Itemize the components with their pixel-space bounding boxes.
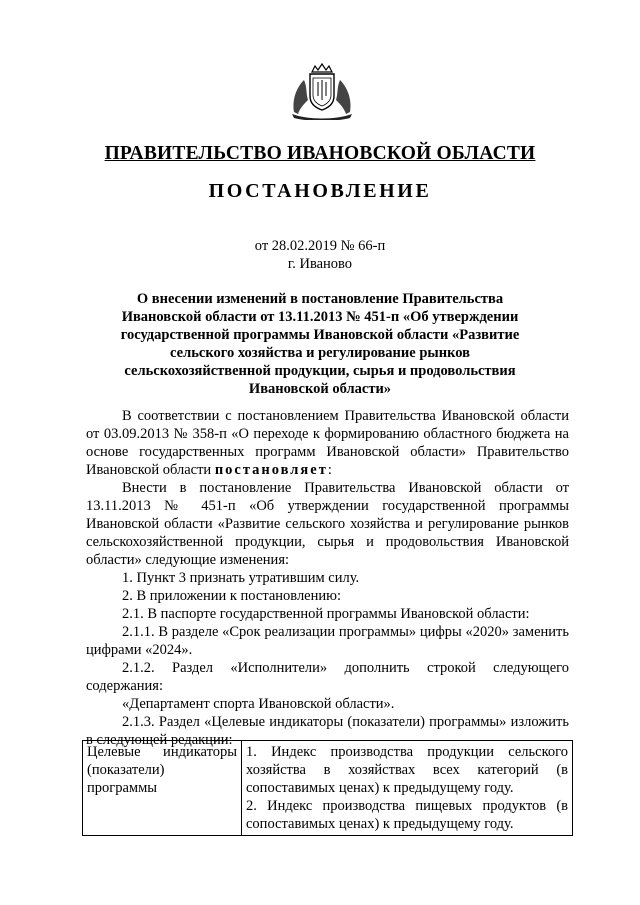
paragraph-item-1: 1. Пункт 3 признать утратившим силу. [122,570,360,586]
resolution-word: постановляет [214,462,328,478]
paragraph-item-2: 2. В приложении к постановлению: [122,588,342,604]
paragraph-item-2-1-2: 2.1.2. Раздел «Исполнители» дополнить строкой следующего содержания: [86,660,569,694]
document-type: ПОСТАНОВЛЕНИЕ [208,180,432,202]
date-block [0,237,640,273]
coat-of-arms-icon [288,62,356,120]
table-label: Целевые индикаторы (показатели) программы [87,744,237,796]
paragraph-item-2-1-1: 2.1.1. В разделе «Срок реализации программы» цифры «2020» заменить цифрами «2024». [86,624,569,658]
date-number: от 28.02.2019 № 66-п [254,238,386,254]
paragraph-item-2-1-3: 2.1.3. Раздел «Целевые индикаторы (показатели) программы» изложить в следующей редакции: [86,714,569,748]
table-label-cell [83,741,242,836]
city: г. Иваново [287,256,353,272]
paragraph-preamble [86,407,569,479]
table-content-cell [242,741,573,836]
preamble-text: В соответствии с постановлением Правительства Ивановской области от 03.09.2013 № 358-п «О переходе к формированию областного бюджета на основе государственных программ Ивановской области» Правительство Ивановской области [86,408,569,478]
document-body [86,407,569,749]
document-subject: О внесении изменений в постановление Правительства Ивановской области от 13.11.2013 № 451-п «Об утверждении государственной программы Ивановской области «Развитие сельского хозяйства и регулирование рынков сельскохозяйственной продукции, сырья и продовольствия Ивановской области» [120,291,520,397]
indicators-table [82,740,573,836]
paragraph-quote: «Департамент спорта Ивановской области». [122,696,395,712]
organization-name: ПРАВИТЕЛЬСТВО ИВАНОВСКОЙ ОБЛАСТИ [104,143,536,164]
preamble-end: : [327,462,332,478]
paragraph-amend: Внести в постановление Правительства Ивановской области от 13.11.2013 № 451-п «Об утверждении государственной программы Ивановской области «Развитие сельского хозяйства и регулирование рынков сельскохозяйственной продукции, сырья и продовольствия Ивановской области» следующие изменения: [86,480,569,568]
indicator-1: 1. Индекс производства продукции сельского хозяйства в хозяйствах всех категорий (в сопоставимых ценах) к предыдущему году. [246,744,568,796]
indicator-2: 2. Индекс производства пищевых продуктов (в сопоставимых ценах) к предыдущему году. [246,798,568,832]
paragraph-item-2-1: 2.1. В паспорте государственной программы Ивановской области: [122,606,530,622]
table-row [83,741,573,836]
